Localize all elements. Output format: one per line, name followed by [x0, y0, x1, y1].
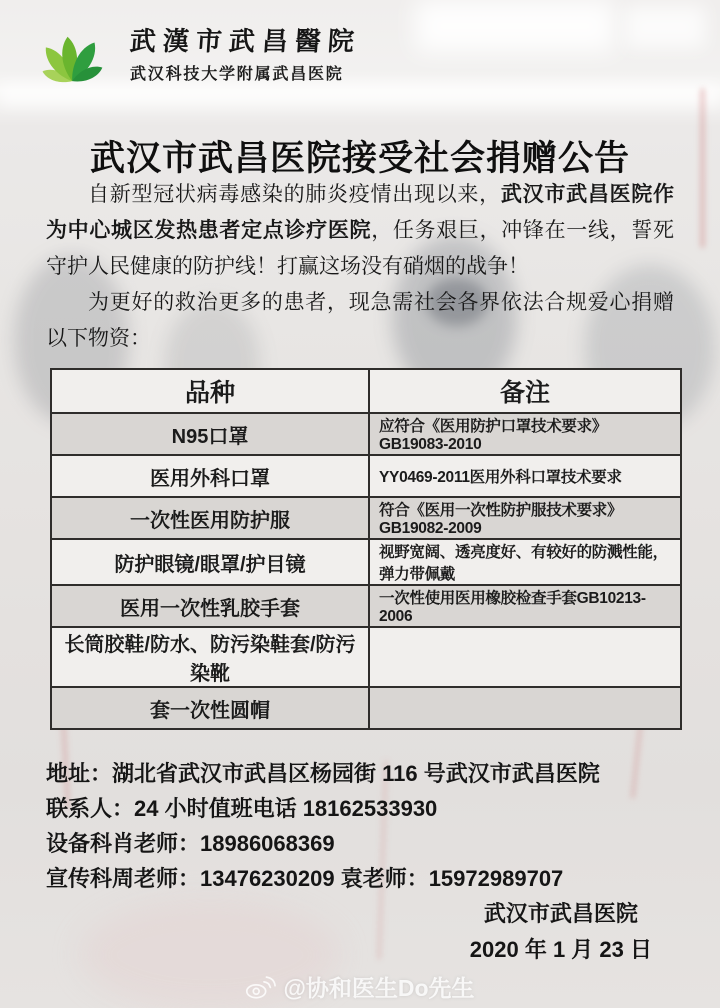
paragraph-intro-text: ，任务艰巨，冲锋在一线，誓死守护人民健康的防护线！打赢这场没有硝烟的战争！ [46, 219, 675, 278]
table-row [51, 539, 681, 585]
paragraph-request: 为更好的救治更多的患者，现急需社会各界依法合规爱心捐赠以下物资： [46, 291, 674, 350]
column-header-note: 备注 [369, 369, 681, 413]
note-cell: 应符合《医用防护口罩技术要求》GB19083-2010 [369, 413, 681, 455]
contact-equipment-dept: 设备科肖老师：18986068369 [46, 831, 335, 856]
green-leaves-icon [40, 20, 118, 84]
item-cell: 一次性医用防护服 [51, 497, 369, 539]
photo-wall-band [0, 84, 720, 106]
donation-items-table [50, 368, 682, 730]
item-cell: 医用一次性乳胶手套 [51, 585, 369, 627]
item-cell: 防护眼镜/眼罩/护目镜 [51, 539, 369, 585]
note-cell [369, 687, 681, 729]
announcement-body [46, 177, 674, 357]
paragraph-intro-text: 自新型冠状病毒感染的肺炎疫情出现以来， [88, 183, 501, 206]
contact-hotline: 联系人：24 小时值班电话 18162533930 [46, 796, 438, 821]
hospital-logo [40, 20, 361, 84]
watermark [0, 970, 720, 1003]
weibo-icon [245, 975, 276, 999]
note-cell: 符合《医用一次性防护服技术要求》GB19082-2009 [369, 497, 681, 539]
table-row [51, 455, 681, 497]
watermark-text: @协和医生Do先生 [283, 975, 475, 1001]
table-header-row [51, 369, 681, 413]
contact-publicity-dept: 宣传科周老师：13476230209 袁老师：15972989707 [46, 866, 564, 891]
signature-hospital: 武汉市武昌医院 [483, 901, 638, 926]
photo-ceiling-light [415, 0, 615, 52]
item-cell: N95口罩 [51, 413, 369, 455]
table-row [51, 585, 681, 627]
page-title: 武汉市武昌医院接受社会捐赠公告 [89, 139, 630, 179]
item-cell: 医用外科口罩 [51, 455, 369, 497]
signature-date: 2020 年 1 月 23 日 [469, 937, 652, 962]
item-cell: 长筒胶鞋/防水、防污染鞋套/防污染靴 [51, 627, 369, 687]
contact-address: 地址：湖北省武汉市武昌区杨园街 116 号武汉市武昌医院 [46, 761, 600, 786]
column-header-item: 品种 [51, 369, 369, 413]
table-row [51, 627, 681, 687]
note-cell: 一次性使用医用橡胶检查手套GB10213-2006 [369, 585, 681, 627]
note-cell: 视野宽阔、透亮度好、有较好的防溅性能，弹力带佩戴 [369, 539, 681, 585]
note-cell: YY0469-2011医用外科口罩技术要求 [369, 455, 681, 497]
contact-info [46, 756, 686, 896]
paragraph-intro [46, 177, 674, 285]
hospital-name-calligraphy: 武漢市武昌醫院 [128, 26, 362, 57]
photo-ceiling-light [625, 6, 705, 48]
table-row [51, 413, 681, 455]
item-cell: 套一次性圆帽 [51, 687, 369, 729]
hospital-affiliation-subtitle: 武汉科技大学附属武昌医院 [130, 65, 344, 83]
table-row [51, 687, 681, 729]
note-cell [369, 627, 681, 687]
table-row [51, 497, 681, 539]
signature-block [470, 896, 652, 968]
paragraph-intro-bold: 武汉市武昌医院作为中心城区发热患者定点诊疗医院 [46, 183, 675, 242]
